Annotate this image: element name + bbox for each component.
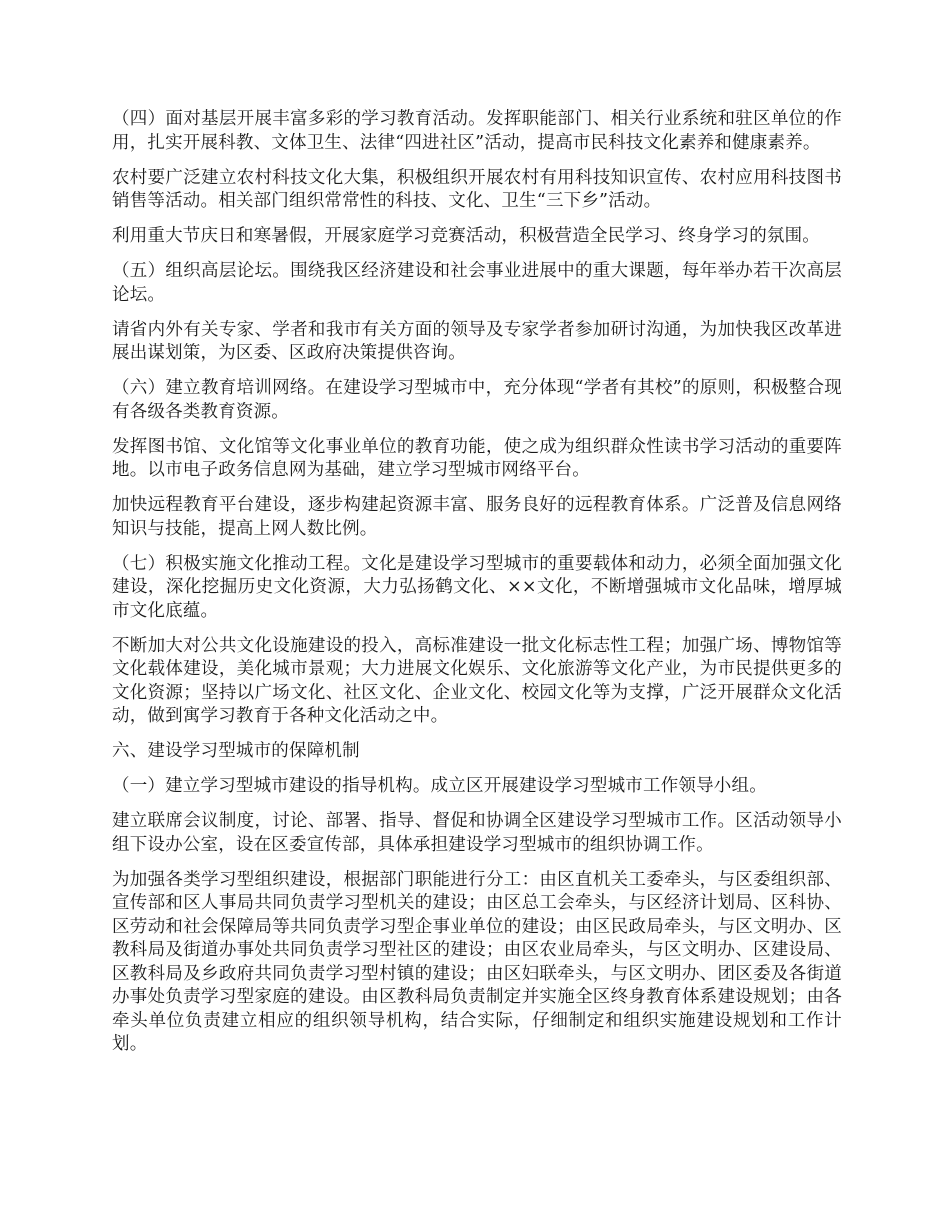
paragraph-6: （六）建立教育培训网络。在建设学习型城市中，充分体现“学者有其校”的原则，积极整合现有各级各类教育资源。	[112, 378, 842, 422]
document-body	[112, 108, 842, 1068]
paragraph-1: （四）面对基层开展丰富多彩的学习教育活动。发挥职能部门、相关行业系统和驻区单位的作用，扎实开展科教、文体卫生、法律“四进社区”活动，提高市民科技文化素养和健康素养。	[112, 109, 842, 153]
paragraph-8: 加快远程教育平台建设，逐步构建起资源丰富、服务良好的远程教育体系。广泛普及信息网络知识与技能，提高上网人数比例。	[112, 495, 842, 539]
paragraph-9: （七）积极实施文化推动工程。文化是建设学习型城市的重要载体和动力，必须全面加强文化建设，深化挖掘历史文化资源，大力弘扬鹤文化、××文化，不断增强城市文化品味，增厚城市文化底蕴。	[112, 553, 842, 621]
section-heading: 六、建设学习型城市的保障机制	[112, 741, 360, 761]
paragraph-14: 为加强各类学习型组织建设，根据部门职能进行分工：由区直机关工委牵头，与区委组织部、宣传部和区人事局共同负责学习型机关的建设；由区总工会牵头，与区经济计划局、区科协、区劳动和社会保障局等共同负责学习型企事业单位的建设；由区民政局牵头，与区文明办、区教科局及街道办事处共同负责学习型社区的建设；由区农业局牵头，与区文明办、区建设局、区教科局及乡政府共同负责学习型村镇的建设；由区妇联牵头，与区文明办、团区委及各街道办事处负责学习型家庭的建设。由区教科局负责制定并实施全区终身教育体系建设规划；由各牵头单位负责建立相应的组织领导机构，结合实际，仔细制定和组织实施建设规划和工作计划。	[112, 869, 842, 1054]
paragraph-7: 发挥图书馆、文化馆等文化事业单位的教育功能，使之成为组织群众性读书学习活动的重要阵地。以市电子政务信息网为基础，建立学习型城市网络平台。	[112, 436, 842, 480]
paragraph-5: 请省内外有关专家、学者和我市有关方面的领导及专家学者参加研讨沟通，为加快我区改革进展出谋划策，为区委、区政府决策提供咨询。	[112, 319, 842, 363]
paragraph-12: （一）建立学习型城市建设的指导机构。成立区开展建设学习型城市工作领导小组。	[112, 776, 767, 796]
paragraph-2: 农村要广泛建立农村科技文化大集，积极组织开展农村有用科技知识宣传、农村应用科技图书销售等活动。相关部门组织常常性的科技、文化、卫生“三下乡”活动。	[112, 167, 842, 211]
paragraph-3: 利用重大节庆日和寒暑假，开展家庭学习竞赛活动，积极营造全民学习、终身学习的氛围。	[112, 226, 820, 246]
paragraph-10: 不断加大对公共文化设施建设的投入，高标准建设一批文化标志性工程；加强广场、博物馆等文化载体建设，美化城市景观；大力进展文化娱乐、文化旅游等文化产业，为市民提供更多的文化资源；坚持以广场文化、社区文化、企业文化、校园文化等为支撑，广泛开展群众文化活动，做到寓学习教育于各种文化活动之中。	[112, 635, 842, 726]
paragraph-4: （五）组织高层论坛。围绕我区经济建设和社会事业进展中的重大课题，每年举办若干次高层论坛。	[112, 261, 842, 305]
paragraph-13: 建立联席会议制度，讨论、部署、指导、督促和协调全区建设学习型城市工作。区活动领导小组下设办公室，设在区委宣传部，具体承担建设学习型城市的组织协调工作。	[112, 811, 842, 855]
